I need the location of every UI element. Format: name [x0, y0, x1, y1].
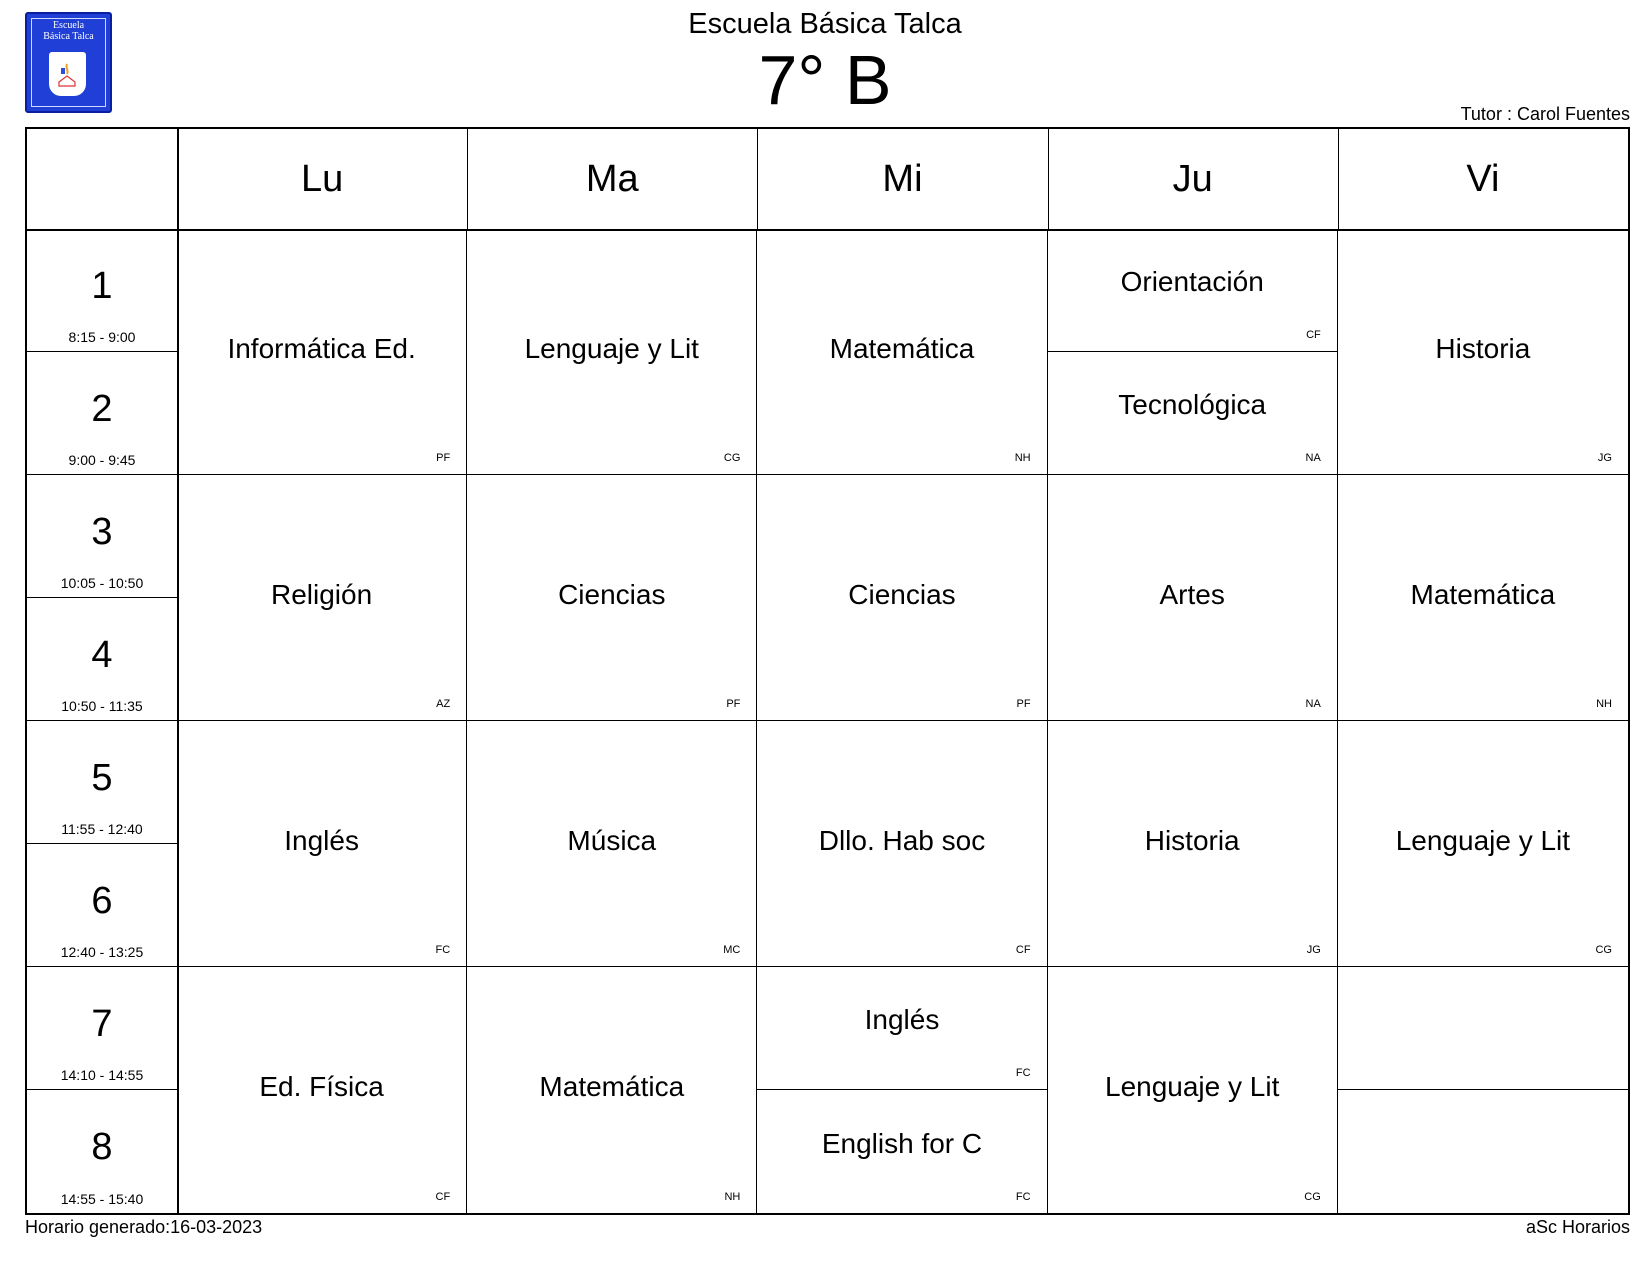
lesson-subject: Inglés [284, 824, 359, 856]
lesson-cell[interactable] [1048, 352, 1338, 475]
period-cell [27, 229, 177, 352]
period-cell [27, 352, 177, 475]
header-row-divider [27, 229, 1628, 231]
lesson-subject: Artes [1159, 578, 1225, 610]
lesson-teacher: MC [723, 944, 741, 956]
day-header: Ma [585, 157, 639, 200]
lesson-cell[interactable] [177, 721, 467, 967]
lesson-subject: Orientación [1120, 266, 1264, 297]
lesson-subject: Lenguaje y Lit [1105, 1070, 1280, 1102]
lesson-cell[interactable] [467, 229, 757, 475]
lesson-cell[interactable] [467, 475, 757, 721]
day-header: Mi [882, 157, 923, 200]
period-number: 1 [91, 265, 113, 307]
lesson-cell[interactable] [1338, 721, 1628, 967]
lesson-subject: Tecnológica [1118, 389, 1267, 420]
period-time: 10:05 - 10:50 [60, 575, 144, 591]
lesson-teacher: PF [436, 452, 451, 464]
lesson-cell[interactable] [757, 475, 1047, 721]
lesson-subject: Música [567, 824, 657, 856]
period-number: 7 [91, 1003, 113, 1045]
lesson-cell[interactable] [1338, 1090, 1628, 1213]
left-column-divider [177, 129, 179, 1213]
period-cell [27, 967, 177, 1090]
lesson-cell[interactable] [757, 967, 1047, 1090]
period-number: 8 [91, 1126, 113, 1168]
school-name: Escuela Básica Talca [688, 8, 962, 40]
period-number: 4 [91, 634, 113, 676]
lesson-cell[interactable] [177, 967, 467, 1213]
lesson-subject: Matemática [829, 332, 975, 364]
period-time: 12:40 - 13:25 [60, 944, 144, 960]
lesson-cell[interactable] [1048, 721, 1338, 967]
period-time: 8:15 - 9:00 [68, 329, 136, 345]
lesson-teacher: JG [1306, 944, 1321, 956]
lesson-cell[interactable] [1338, 967, 1628, 1090]
period-number: 6 [91, 880, 113, 922]
lesson-teacher: CG [1595, 944, 1612, 956]
lesson-subject: Ciencias [848, 578, 956, 610]
day-column-divider [1048, 129, 1049, 229]
lesson-cell[interactable] [177, 475, 467, 721]
period-time: 14:10 - 14:55 [60, 1067, 144, 1083]
lesson-cell[interactable] [1048, 229, 1338, 352]
period-time: 9:00 - 9:45 [68, 452, 136, 468]
lesson-cell[interactable] [757, 721, 1047, 967]
lesson-teacher: FC [1015, 1191, 1031, 1203]
lesson-subject: Historia [1435, 332, 1531, 364]
period-cell [27, 475, 177, 598]
lesson-teacher: FC [435, 944, 451, 956]
lesson-teacher: NH [724, 1191, 741, 1203]
lesson-cell[interactable] [1338, 229, 1628, 475]
day-header: Lu [300, 157, 344, 200]
period-cell [27, 721, 177, 844]
lesson-teacher: NH [1014, 452, 1031, 464]
lesson-subject: Lenguaje y Lit [524, 332, 699, 364]
lesson-cell[interactable] [757, 1090, 1047, 1213]
lesson-teacher: PF [726, 698, 741, 710]
period-cell [27, 598, 177, 721]
footer-brand: aSc Horarios [1525, 1217, 1630, 1237]
lesson-subject: Historia [1144, 824, 1240, 856]
lesson-teacher: CG [723, 452, 741, 464]
period-number: 5 [91, 757, 113, 799]
lesson-cell[interactable] [467, 721, 757, 967]
period-time: 10:50 - 11:35 [61, 698, 143, 714]
lesson-subject: Matemática [1410, 578, 1556, 610]
lesson-subject: Religión [271, 578, 373, 610]
day-header: Ju [1172, 157, 1213, 200]
tutor-label: Tutor : Carol Fuentes [1460, 104, 1630, 124]
lesson-cell[interactable] [1048, 475, 1338, 721]
lesson-teacher: PF [1016, 698, 1031, 710]
lesson-subject: Lenguaje y Lit [1395, 824, 1571, 856]
generated-date: Horario generado:16-03-2023 [25, 1217, 263, 1237]
lesson-cell[interactable] [467, 967, 757, 1213]
lesson-teacher: AZ [436, 698, 451, 710]
lesson-cell[interactable] [177, 229, 467, 475]
lesson-teacher: NA [1305, 698, 1321, 710]
lesson-teacher: CF [1015, 944, 1031, 956]
period-cell [27, 1090, 177, 1213]
lesson-teacher: CF [435, 1191, 451, 1203]
period-number: 2 [91, 388, 113, 430]
lesson-cell[interactable] [757, 229, 1047, 475]
lesson-subject: Inglés [864, 1004, 940, 1035]
period-number: 3 [91, 511, 113, 553]
period-cell [27, 844, 177, 967]
lesson-teacher: CG [1304, 1191, 1321, 1203]
lesson-subject: Informática Ed. [227, 332, 416, 364]
day-column-divider [757, 129, 758, 229]
lesson-teacher: JG [1597, 452, 1612, 464]
lesson-teacher: CF [1306, 329, 1321, 341]
class-name: 7° B [758, 41, 892, 119]
lesson-subject: Ciencias [558, 578, 666, 610]
day-column-divider [1338, 129, 1339, 229]
lesson-teacher: NA [1305, 452, 1321, 464]
lesson-cell[interactable] [1048, 967, 1338, 1213]
logo-text-line: Escuela [52, 20, 85, 31]
lesson-teacher: NH [1596, 698, 1612, 710]
timetable-grid [25, 127, 1630, 1215]
lesson-subject: English for C [821, 1127, 983, 1159]
period-time: 11:55 - 12:40 [61, 821, 143, 837]
lesson-teacher: FC [1015, 1067, 1031, 1079]
period-time: 14:55 - 15:40 [60, 1191, 144, 1207]
lesson-subject: Ed. Física [259, 1070, 384, 1102]
lesson-subject: Matemática [539, 1070, 685, 1102]
day-header: Vi [1466, 157, 1500, 200]
lesson-subject: Dllo. Hab soc [818, 824, 986, 856]
logo-text-line: Básica Talca [43, 31, 94, 42]
day-column-divider [467, 129, 468, 229]
lesson-cell[interactable] [1338, 475, 1628, 721]
